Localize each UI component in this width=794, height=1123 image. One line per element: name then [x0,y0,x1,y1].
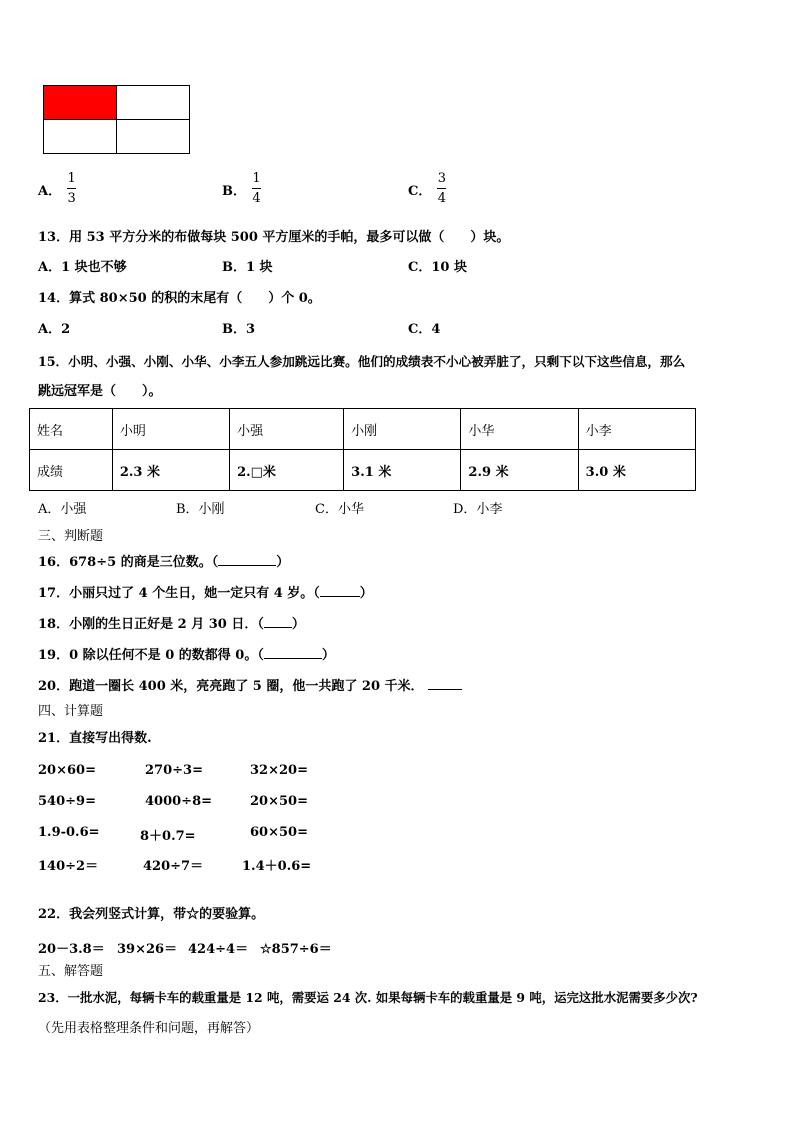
section-heading-judgement: 三、判断题 [38,529,104,544]
fraction [252,172,261,206]
table-cell: 2.3 米 [112,450,229,491]
fraction-bar [437,188,446,189]
grid-cell-filled [44,86,117,120]
grid-cell-empty [44,120,117,154]
grid-cell-empty [117,86,190,120]
close-paren: ） [276,555,290,570]
answer-blank[interactable] [264,627,292,628]
q19-text: 19．0 除以任何不是 0 的数都得 0。（ [38,648,264,663]
calc-item: 60×50= [250,825,308,840]
calc-item: 1.4＋0.6= [242,859,312,874]
fraction-bar [67,188,76,189]
table-cell: 小华 [461,409,578,450]
table-cell: 2.□米 [230,450,344,491]
calc-item: 20×50= [250,794,308,809]
q16-text: 16．678÷5 的商是三位数。（ [38,555,219,570]
q13-option-c[interactable]: C．10 块 [408,260,467,275]
section-heading-word-problems: 五、解答题 [38,964,104,979]
option-letter: A． [38,183,62,199]
calc-item: 424÷4＝ [188,942,249,957]
numerator: 1 [67,171,76,186]
numerator: 3 [437,171,446,186]
calc-item: 540÷9= [38,794,96,809]
table-cell: 成绩 [30,450,113,491]
q16 [38,555,289,571]
grid-cell-empty [117,120,190,154]
calc-item: 420÷7＝ [143,859,204,874]
q14-option-c[interactable]: C．4 [408,322,441,337]
section-heading-calculation: 四、计算题 [38,704,104,719]
calc-item: 32×20= [250,763,308,778]
close-paren: ） [359,586,373,601]
answer-blank[interactable] [218,565,276,566]
table-cell: 小明 [112,409,229,450]
denominator: 4 [437,191,446,206]
q13-option-a[interactable]: A．1 块也不够 [38,260,127,275]
q14-question: 14．算式 80×50 的积的末尾有（ ）个 0。 [38,291,321,306]
q20-text: 20．跑道一圈长 400 米，亮亮跑了 5 圈，他一共跑了 20 千米． [38,679,424,694]
close-paren: ） [321,648,335,663]
fraction-bar [252,188,261,189]
fraction [437,172,446,206]
q18 [38,617,305,633]
table-cell: 2.9 米 [461,450,578,491]
q23-instruction: （先用表格整理条件和问题，再解答） [38,1021,260,1036]
table-cell: 3.0 米 [578,450,695,491]
q12-option-a[interactable] [38,172,76,206]
q18-text: 18．小刚的生日正好是 2 月 30 日．（ [38,617,264,632]
option-letter: B． [222,183,246,199]
calc-item: 39×26＝ [117,942,178,957]
calc-item: 4000÷8= [145,794,213,809]
score-table [29,408,696,491]
denominator: 4 [252,191,261,206]
numerator: 1 [252,171,261,186]
q14-option-b[interactable]: B．3 [222,322,256,337]
table-cell: 姓名 [30,409,113,450]
calc-item: 20×60= [38,763,96,778]
q19 [38,648,335,664]
calc-item: 1.9-0.6= [38,825,100,840]
calc-item: 270÷3= [145,763,203,778]
table-row [30,450,696,491]
denominator: 3 [67,191,76,206]
table-cell: 小刚 [344,409,461,450]
q22-title: 22．我会列竖式计算，带☆的要验算。 [38,907,265,922]
q15-option-d[interactable]: D．小李 [453,502,503,517]
calc-item: 20－3.8＝ [38,942,105,957]
calc-item: 140÷2＝ [38,859,99,874]
q15-question-line2: 跳远冠军是（ ）。 [38,384,162,399]
q15-question-line1: 15．小明、小强、小刚、小华、小李五人参加跳远比赛。他们的成绩表不小心被弄脏了，只剩下以下这些信息，那么 [38,354,686,369]
q14-option-a[interactable]: A．2 [38,322,71,337]
table-cell: 3.1 米 [344,450,461,491]
answer-blank[interactable] [320,596,360,597]
q15-option-a[interactable]: A．小强 [38,502,87,517]
table-row-header [30,409,696,450]
table-cell: 小李 [578,409,695,450]
answer-blank[interactable] [264,658,322,659]
calc-item: ☆857÷6＝ [260,942,332,957]
q12-option-c[interactable] [408,172,446,206]
q17-text: 17．小丽只过了 4 个生日，她一定只有 4 岁。（ [38,586,320,601]
q12-option-b[interactable] [222,172,261,206]
q20 [38,679,462,695]
close-paren: ） [291,617,305,632]
table-cell: 小强 [230,409,344,450]
fraction-grid-figure [43,85,190,154]
q23-question: 23．一批水泥，每辆卡车的载重量是 12 吨，需要运 24 次. 如果每辆卡车的载重量是 9 吨，运完这批水泥需要多少次? [38,990,698,1005]
q13-question: 13．用 53 平方分米的布做每块 500 平方厘米的手帕，最多可以做（ ）块。 [38,230,510,245]
option-letter: C． [408,183,432,199]
q15-option-c[interactable]: C．小华 [315,502,364,517]
q21-title: 21．直接写出得数. [38,731,152,746]
q13-option-b[interactable]: B．1 块 [222,260,273,275]
fraction [67,172,76,206]
q17 [38,586,373,602]
q15-option-b[interactable]: B．小刚 [176,502,225,517]
answer-blank[interactable] [428,689,462,690]
calc-item: 8＋0.7= [140,829,196,844]
